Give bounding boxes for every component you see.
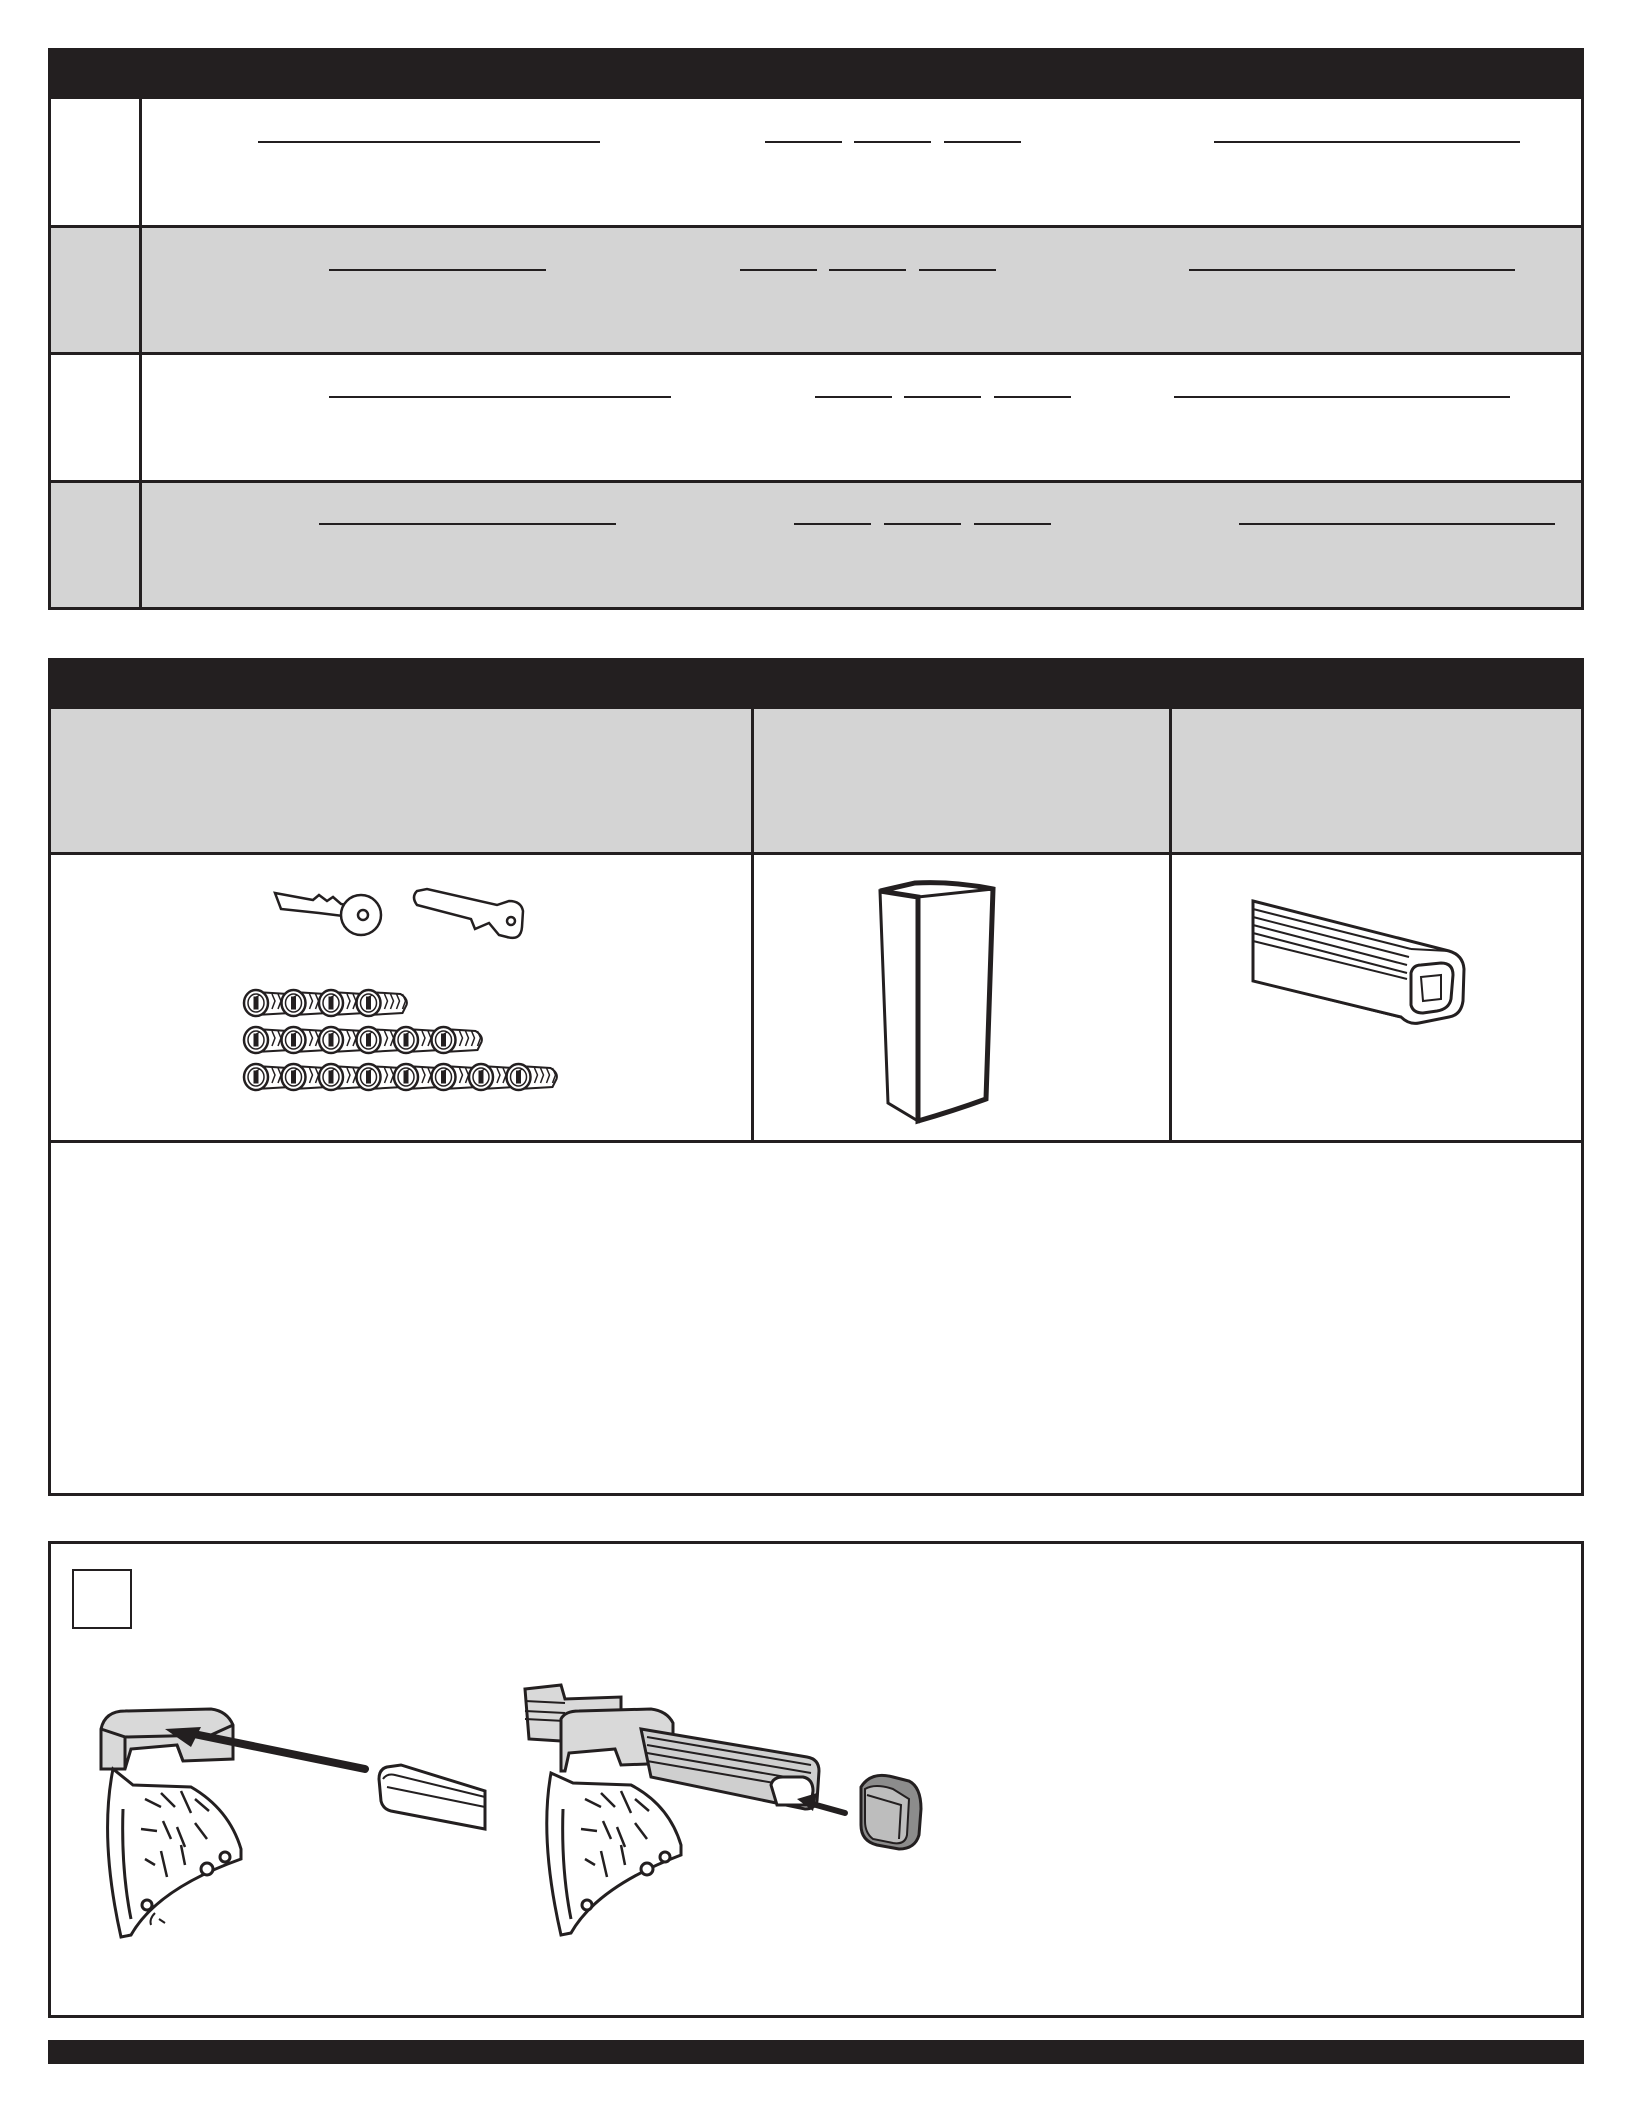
key-icon <box>275 893 381 935</box>
fit-row-1-part-blank <box>1214 141 1520 143</box>
parts-table-header <box>48 658 1584 708</box>
load-bar-icon <box>1171 853 1581 1141</box>
fit-row-3-model-blank <box>329 396 671 398</box>
fit-row-2-year-blank <box>829 269 906 271</box>
fit-label-column-divider <box>139 99 142 607</box>
fit-row-divider <box>51 225 1581 228</box>
fit-table-header-text <box>48 60 64 85</box>
fit-row-2-part-blank <box>1189 269 1515 271</box>
fit-row-4-model-blank <box>319 523 616 525</box>
fit-row-4-year-blank <box>794 523 871 525</box>
fit-row-4-year-blank <box>884 523 961 525</box>
fit-row-3-year-blank <box>904 396 981 398</box>
step-panel <box>48 1541 1584 2018</box>
lock-cylinder-icon <box>357 990 407 1016</box>
fit-row-4-year-blank <box>974 523 1051 525</box>
fit-row-4-part-blank <box>1239 523 1555 525</box>
keys-and-lock-cylinders-icon <box>51 853 751 1141</box>
key-icon <box>414 889 523 938</box>
fit-row-3-part-blank <box>1174 396 1510 398</box>
foot-and-bar-insert-illustration <box>91 1689 511 1949</box>
fit-row-1-year-blank <box>854 141 931 143</box>
fit-row-2-shading <box>51 226 1581 353</box>
fit-row-divider <box>51 480 1581 483</box>
fit-table <box>48 96 1584 610</box>
lock-cylinders-row-1 <box>244 990 407 1016</box>
lock-cylinders-row-2 <box>244 1027 482 1053</box>
fit-row-4-shading <box>51 481 1581 607</box>
parts-table-header-text <box>48 670 64 695</box>
bar-end-cap-illustration <box>521 1659 991 1919</box>
fit-row-3-year-blank <box>815 396 892 398</box>
footer-bar <box>48 2040 1584 2064</box>
fit-row-1-model-blank <box>258 141 600 143</box>
fit-row-1-year-blank <box>765 141 842 143</box>
fit-kit-box-icon <box>753 853 1171 1141</box>
fit-table-header <box>48 48 1584 98</box>
fit-row-2-model-blank <box>329 269 546 271</box>
lock-cylinder-icon <box>432 1027 482 1053</box>
lock-cylinders-row-3 <box>244 1064 557 1090</box>
footer-text <box>48 2044 60 2060</box>
fit-row-2-year-blank <box>740 269 817 271</box>
fit-row-1-year-blank <box>944 141 1021 143</box>
parts-label-row <box>51 709 1581 852</box>
fit-row-2-year-blank <box>919 269 996 271</box>
fit-row-divider <box>51 352 1581 355</box>
lock-cylinder-icon <box>507 1064 557 1090</box>
parts-table <box>48 706 1584 1496</box>
fit-row-3-year-blank <box>994 396 1071 398</box>
step-number-box <box>72 1569 132 1629</box>
